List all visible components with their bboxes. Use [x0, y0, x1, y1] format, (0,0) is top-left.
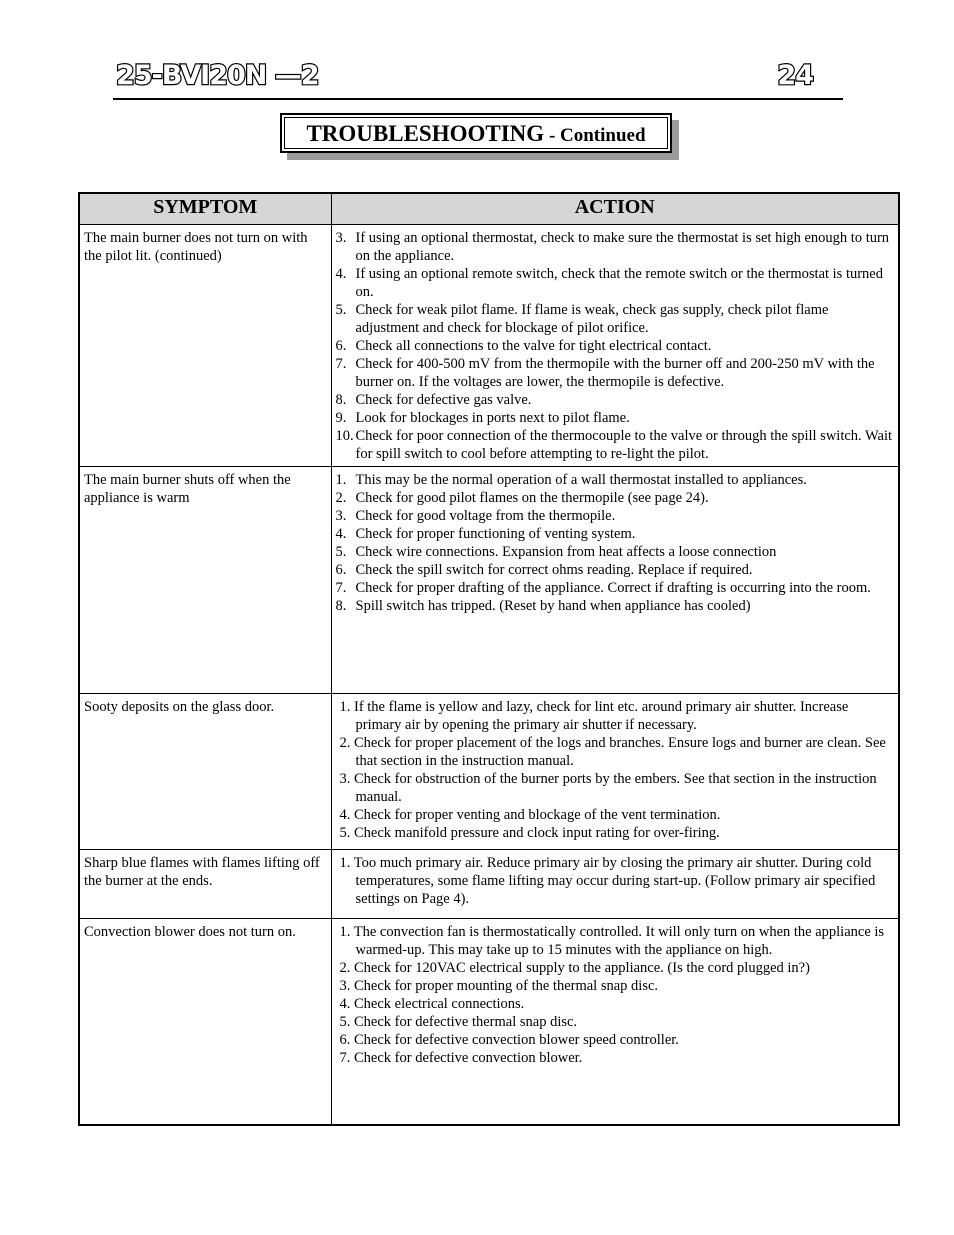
action-item-text: This may be the normal operation of a wall thermostat installed to appliances. [355, 472, 807, 488]
action-item-number: 7. [335, 580, 347, 596]
action-item-text: Check for good voltage from the thermopile. [355, 508, 616, 524]
action-item-number: 3. [335, 230, 347, 246]
action-item-number: 8. [335, 598, 347, 614]
action-list [336, 698, 895, 842]
action-item [336, 409, 895, 427]
action-item-number: 6. [335, 338, 347, 354]
action-item [336, 854, 895, 908]
action-item-number: 2. [335, 490, 347, 506]
action-item [336, 543, 895, 561]
action-item [336, 471, 895, 489]
action-item [336, 923, 895, 959]
action-item-text: If using an optional thermostat, check to make sure the thermostat is set high enough to turn on the appliance. [355, 230, 890, 264]
action-item-text: Check for proper placement of the logs and branches. Ensure logs and burner are clean. See that section in the instruction manual. [354, 735, 886, 769]
action-item-text: Check for 120VAC electrical supply to the appliance. (Is the cord plugged in?) [354, 960, 810, 976]
table-row [79, 694, 899, 850]
action-item-number: 10. [335, 428, 354, 444]
action-item [336, 995, 895, 1013]
action-item [336, 337, 895, 355]
action-item-number: 4. [335, 266, 347, 282]
action-item [336, 806, 895, 824]
action-item-text: Spill switch has tripped. (Reset by hand when appliance has cooled) [355, 598, 751, 614]
table-body [79, 225, 899, 1126]
action-list [336, 229, 895, 463]
action-item-text: Check for obstruction of the burner ports by the embers. See that section in the instruction manual. [354, 771, 877, 805]
action-cell [331, 225, 899, 467]
action-item-number: 2. [339, 960, 351, 976]
page-header [113, 60, 843, 100]
action-item-number: 9. [335, 410, 347, 426]
action-item [336, 1013, 895, 1031]
section-title-main: TROUBLESHOOTING [306, 121, 545, 146]
action-item [336, 507, 895, 525]
action-item-number: 3. [339, 978, 351, 994]
action-item-number: 4. [339, 807, 351, 823]
section-title-box [280, 113, 672, 153]
page-number: 24 [777, 60, 813, 91]
action-item-text: If using an optional remote switch, check that the remote switch or the thermostat is turned on. [355, 266, 883, 300]
action-list [336, 854, 895, 908]
action-item [336, 489, 895, 507]
action-item-text: Check for proper venting and blockage of the vent termination. [354, 807, 721, 823]
action-item-text: Check the spill switch for correct ohms reading. Replace if required. [355, 562, 753, 578]
action-item [336, 301, 895, 337]
action-item [336, 355, 895, 391]
action-item [336, 525, 895, 543]
troubleshooting-table [78, 192, 900, 1126]
action-item-text: Look for blockages in ports next to pilot flame. [355, 410, 630, 426]
action-item-text: Check for defective thermal snap disc. [354, 1014, 578, 1030]
action-list [336, 471, 895, 615]
action-cell [331, 467, 899, 694]
action-item-number: 3. [335, 508, 347, 524]
action-item [336, 698, 895, 734]
action-cell [331, 694, 899, 850]
action-item-text: Check wire connections. Expansion from heat affects a loose connection [355, 544, 777, 560]
table-row [79, 850, 899, 919]
action-item [336, 579, 895, 597]
action-item [336, 959, 895, 977]
symptom-cell: Sooty deposits on the glass door. [79, 694, 331, 850]
action-item [336, 824, 895, 842]
col-header-action: ACTION [331, 193, 899, 225]
action-item-text: If the flame is yellow and lazy, check for lint etc. around primary air shutter. Increase primary air by opening the primary air shutter if necessary. [354, 699, 849, 733]
action-item-text: Check for weak pilot flame. If flame is weak, check gas supply, check pilot flame adjustment and check for blockage of pilot orifice. [355, 302, 829, 336]
action-item-number: 6. [335, 562, 347, 578]
action-item-number: 1. [339, 699, 351, 715]
action-item-text: Check for poor connection of the thermocouple to the valve or through the spill switch. Wait for spill switch to cool before attempting to re-light the pilot. [355, 428, 893, 462]
action-list [336, 923, 895, 1067]
action-item-text: Check for proper functioning of venting system. [355, 526, 636, 542]
action-item-number: 8. [335, 392, 347, 408]
action-item-number: 4. [339, 996, 351, 1012]
action-item-text: Check electrical connections. [354, 996, 525, 1012]
action-item-text: Check for good pilot flames on the thermopile (see page 24). [355, 490, 709, 506]
action-item [336, 561, 895, 579]
table-row [79, 467, 899, 694]
action-item-text: Check all connections to the valve for tight electrical contact. [355, 338, 712, 354]
action-item-number: 5. [339, 1014, 351, 1030]
action-item-text: Check for defective convection blower. [354, 1050, 583, 1066]
action-cell [331, 919, 899, 1126]
symptom-cell: Convection blower does not turn on. [79, 919, 331, 1126]
action-item-number: 5. [335, 302, 347, 318]
action-item [336, 1031, 895, 1049]
action-item [336, 770, 895, 806]
action-item-text: Check manifold pressure and clock input rating for over-firing. [354, 825, 720, 841]
action-item-text: Too much primary air. Reduce primary air by closing the primary air shutter. During cold temperatures, some flame lifting may occur during start-up. (Follow primary air specified settings on Page 4). [353, 855, 876, 907]
action-item [336, 229, 895, 265]
action-item [336, 734, 895, 770]
action-item [336, 265, 895, 301]
symptom-cell: The main burner shuts off when the appliance is warm [79, 467, 331, 694]
action-item [336, 1049, 895, 1067]
action-item-number: 7. [339, 1050, 351, 1066]
action-item-number: 4. [335, 526, 347, 542]
action-item-text: Check for 400-500 mV from the thermopile with the burner off and 200-250 mV with the burner on. If the voltages are lower, the thermopile is defective. [355, 356, 875, 390]
model-number: 25-BVI20N —2 [116, 60, 319, 91]
table-row [79, 919, 899, 1126]
action-item-number: 1. [339, 855, 351, 871]
action-cell [331, 850, 899, 919]
action-item-number: 5. [335, 544, 347, 560]
action-item-text: Check for proper drafting of the appliance. Correct if drafting is occurring into the room. [355, 580, 871, 596]
table-row [79, 225, 899, 467]
action-item [336, 597, 895, 615]
action-item-text: Check for proper mounting of the thermal snap disc. [354, 978, 659, 994]
action-item [336, 427, 895, 463]
symptom-cell: The main burner does not turn on with the pilot lit. (continued) [79, 225, 331, 467]
action-item-number: 3. [339, 771, 351, 787]
action-item-number: 7. [335, 356, 347, 372]
col-header-symptom: SYMPTOM [79, 193, 331, 225]
action-item-text: Check for defective gas valve. [355, 392, 532, 408]
symptom-cell: Sharp blue flames with flames lifting off the burner at the ends. [79, 850, 331, 919]
section-title-sub: - Continued [544, 125, 646, 146]
action-item [336, 391, 895, 409]
action-item-text: The convection fan is thermostatically controlled. It will only turn on when the appliance is warmed-up. This may take up to 15 minutes with the appliance on high. [353, 924, 885, 958]
action-item-number: 5. [339, 825, 351, 841]
action-item-number: 6. [339, 1032, 351, 1048]
table-header-row [79, 193, 899, 225]
action-item-number: 1. [335, 472, 347, 488]
action-item-text: Check for defective convection blower speed controller. [354, 1032, 679, 1048]
action-item-number: 2. [339, 735, 351, 751]
action-item-number: 1. [339, 924, 351, 940]
section-title [284, 117, 668, 149]
action-item [336, 977, 895, 995]
